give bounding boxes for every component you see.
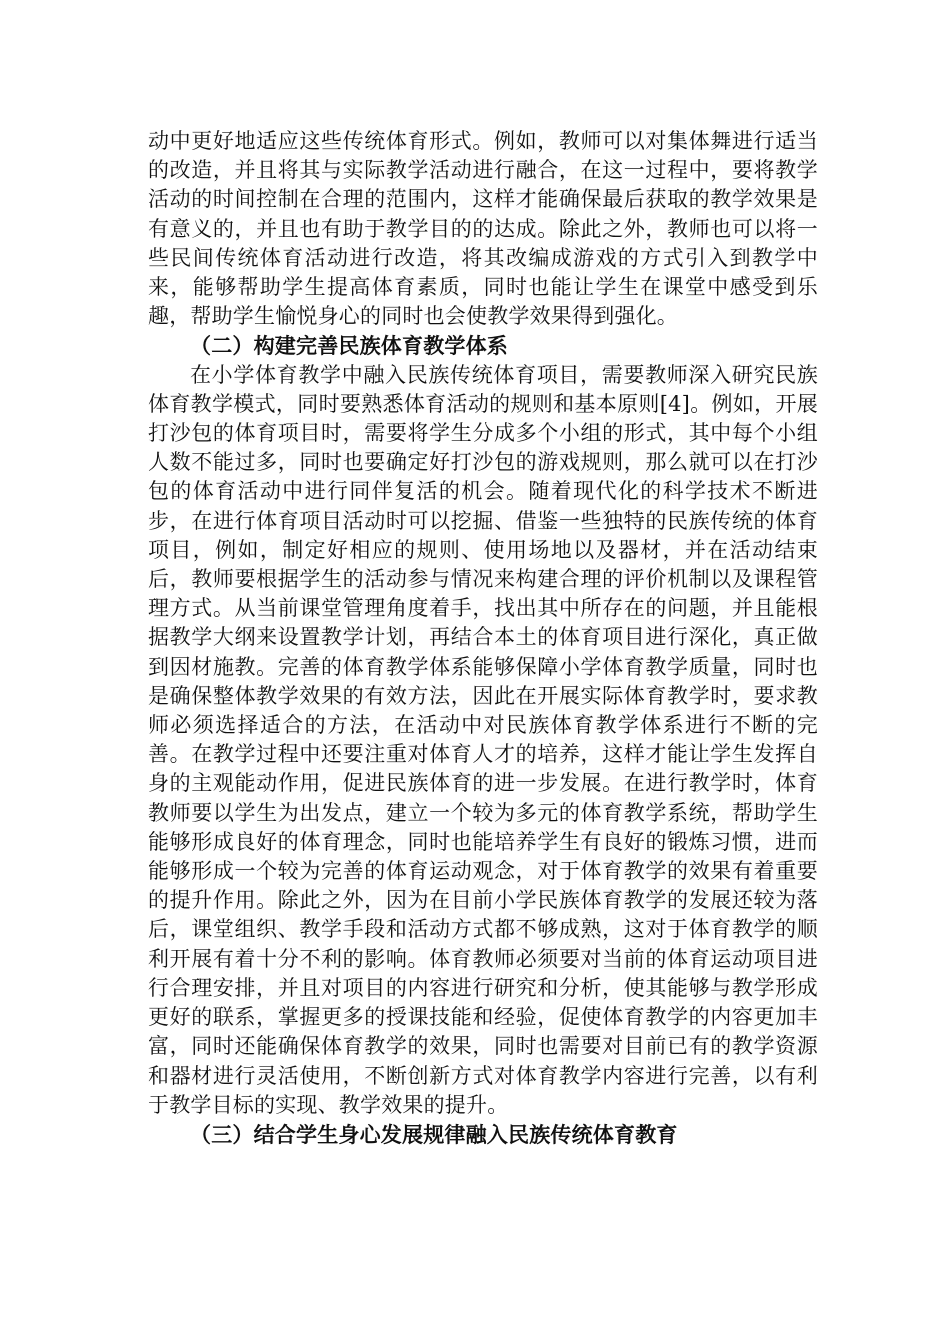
section-heading-2: （二）构建完善民族体育教学体系 xyxy=(190,333,508,359)
paragraph-continued: 动中更好地适应这些传统体育形式。例如，教师可以对集体舞进行适当的改造，并且将其与实际教学活动进行融合，在这一过程中，要将教学活动的时间控制在合理的范围内，这样才能确保最后获取的教学效果是有意义的，并且也有助于教学目的的达成。除此之外，教师也可以将一些民间传统体育活动进行改造，将其改编成游戏的方式引入到教学中来，能够帮助学生提高体育素质，同时也能让学生在课堂中感受到乐趣，帮助学生愉悦身心的同时也会使教学效果得到强化。 xyxy=(148,129,818,329)
section-heading-3: （三）结合学生身心发展规律融入民族传统体育教育 xyxy=(190,1121,678,1147)
document-body xyxy=(148,127,818,1149)
paragraph-section-2: 在小学体育教学中融入民族传统体育项目，需要教师深入研究民族体育教学模式，同时要熟悉体育活动的规则和基本原则[4]。例如，开展打沙包的体育项目时，需要将学生分成多个小组的形式，其中每个小组人数不能过多，同时也要确定好打沙包的游戏规则，那么就可以在打沙包的体育活动中进行同伴复活的机会。随着现代化的科学技术不断进步，在进行体育项目活动时可以挖掘、借鉴一些独特的民族传统的体育项目，例如，制定好相应的规则、使用场地以及器材，并在活动结束后，教师要根据学生的活动参与情况来构建合理的评价机制以及课程管理方式。从当前课堂管理角度着手，找出其中所存在的问题，并且能根据教学大纲来设置教学计划，再结合本土的体育项目进行深化，真正做到因材施教。完善的体育教学体系能够保障小学体育教学质量，同时也是确保整体教学效果的有效方法，因此在开展实际体育教学时，要求教师必须选择适合的方法，在活动中对民族体育教学体系进行不断的完善。在教学过程中还要注重对体育人才的培养，这样才能让学生发挥自身的主观能动作用，促进民族体育的进一步发展。在进行教学时，体育教师要以学生为出发点，建立一个较为多元的体育教学系统，帮助学生能够形成良好的体育理念，同时也能培养学生有良好的锻炼习惯，进而能够形成一个较为完善的体育运动观念，对于体育教学的效果有着重要的提升作用。除此之外，因为在目前小学民族体育教学的发展还较为落后，课堂组织、教学手段和活动方式都不够成熟，这对于体育教学的顺利开展有着十分不利的影响。体育教师必须要对当前的体育运动项目进行合理安排，并且对项目的内容进行研究和分析，使其能够与教学形成更好的联系，掌握更多的授课技能和经验，促使体育教学的内容更加丰富，同时还能确保体育教学的效果，同时也需要对目前已有的教学资源和器材进行灵活使用，不断创新方式对体育教学内容进行完善，以有利于教学目标的实现、教学效果的提升。 xyxy=(148,362,818,1117)
